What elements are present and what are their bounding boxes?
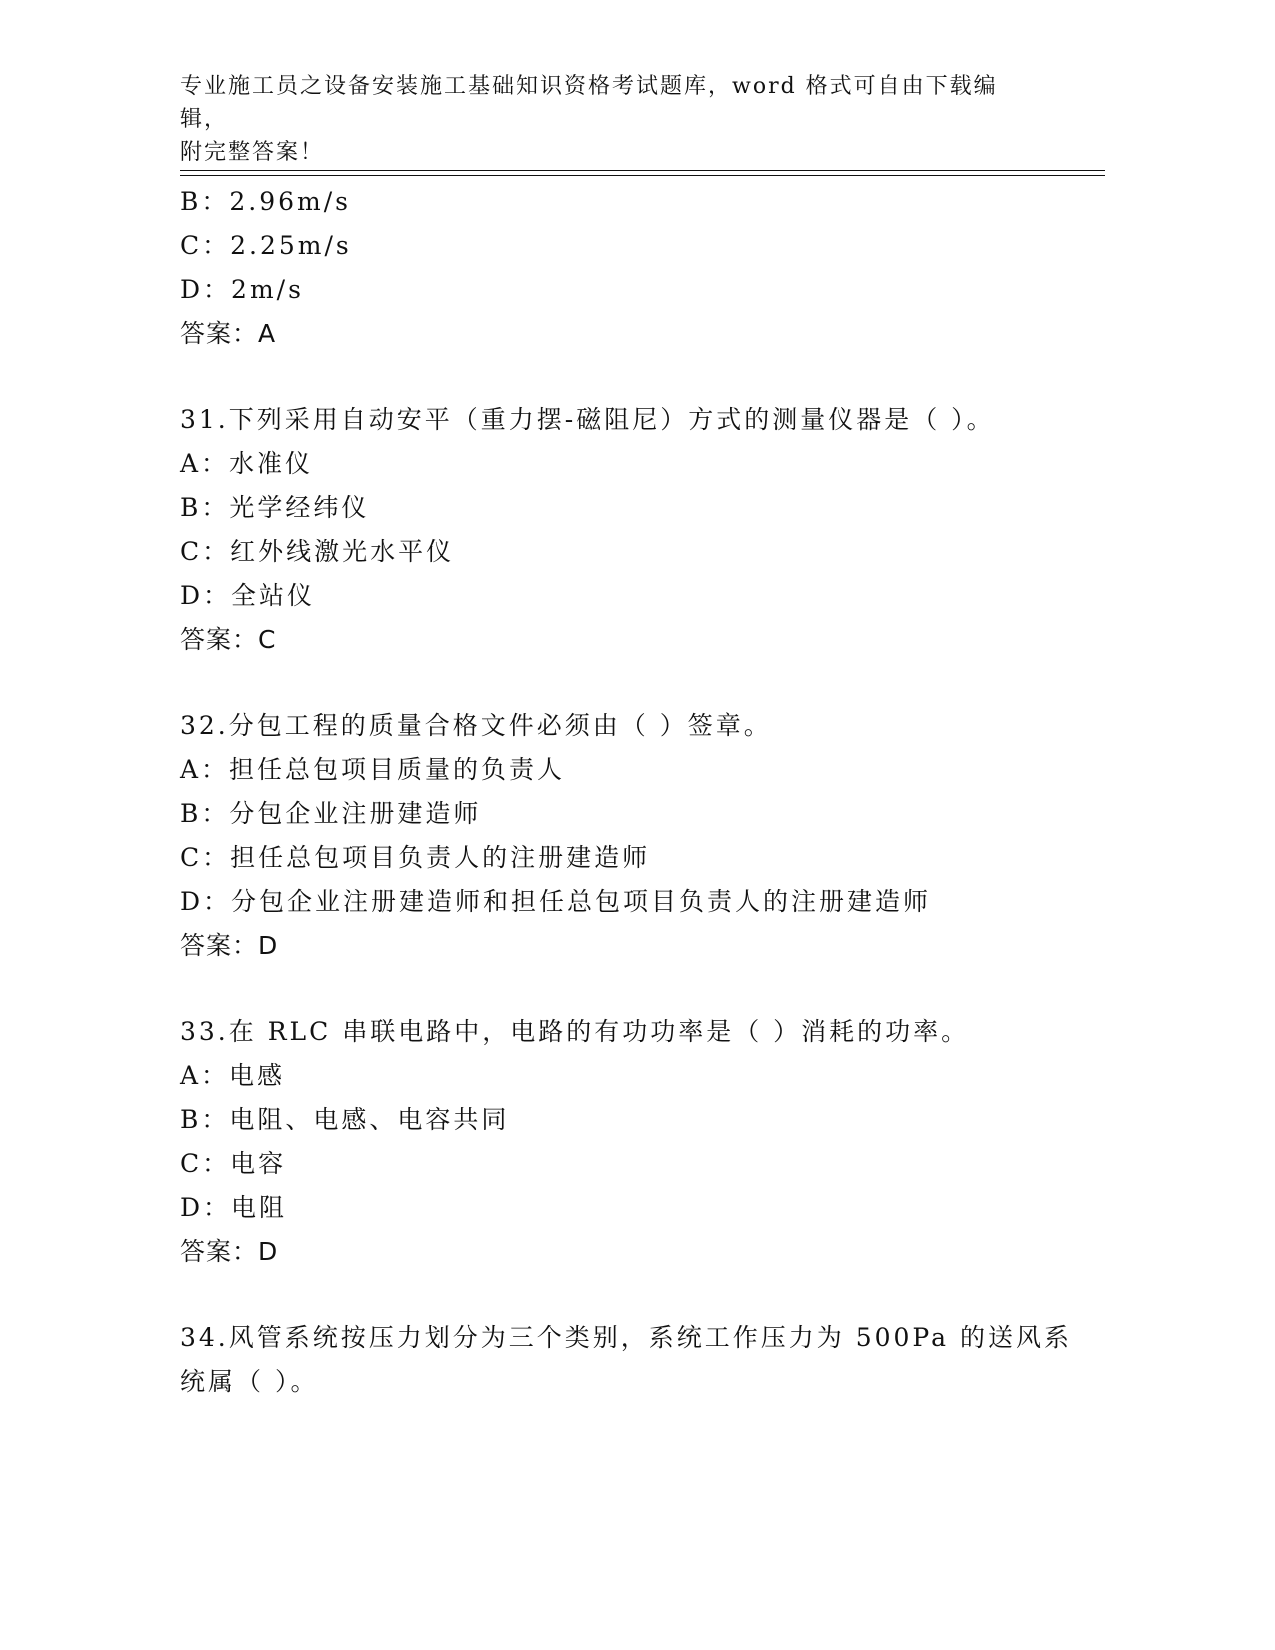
answer-line: 答案：D bbox=[180, 931, 279, 960]
question-34 bbox=[180, 1316, 1080, 1404]
answer-line: 答案：A bbox=[180, 319, 277, 348]
header-line-2: 附完整答案！ bbox=[180, 140, 325, 165]
answer-line: 答案：C bbox=[180, 625, 277, 654]
option-d: D：全站仪 bbox=[180, 581, 316, 610]
option-c: C：电容 bbox=[180, 1149, 287, 1178]
question-33 bbox=[180, 1010, 1080, 1274]
option-a: A：担任总包项目质量的负责人 bbox=[180, 755, 566, 784]
option-c: C：红外线激光水平仪 bbox=[180, 537, 455, 566]
header-line-1: 专业施工员之设备安装施工基础知识资格考试题库，word 格式可自由下载编辑， bbox=[180, 74, 998, 132]
question-31 bbox=[180, 398, 1080, 662]
option-c: C：2.25m/s bbox=[180, 231, 352, 260]
option-b: B：2.96m/s bbox=[180, 187, 351, 216]
question-stem: 31.下列采用自动安平（重力摆-磁阻尼）方式的测量仪器是（ ）。 bbox=[180, 405, 995, 434]
answer-line: 答案：D bbox=[180, 1237, 279, 1266]
option-c: C：担任总包项目负责人的注册建造师 bbox=[180, 843, 651, 872]
header-divider-bottom bbox=[180, 175, 1105, 176]
option-d: D：2m/s bbox=[180, 275, 304, 304]
question-stem-line-2: 统属（ ）。 bbox=[180, 1367, 319, 1396]
question-30-continued bbox=[180, 180, 1080, 356]
option-b: B：电阻、电感、电容共同 bbox=[180, 1105, 510, 1134]
question-stem: 32.分包工程的质量合格文件必须由（ ）签章。 bbox=[180, 711, 772, 740]
option-d: D：分包企业注册建造师和担任总包项目负责人的注册建造师 bbox=[180, 887, 932, 916]
header-divider-top bbox=[180, 170, 1105, 171]
option-a: A：水准仪 bbox=[180, 449, 314, 478]
option-a: A：电感 bbox=[180, 1061, 286, 1090]
option-d: D：电阻 bbox=[180, 1193, 288, 1222]
option-b: B：分包企业注册建造师 bbox=[180, 799, 482, 828]
document-header bbox=[180, 70, 1040, 169]
question-stem-line-1: 34.风管系统按压力划分为三个类别，系统工作压力为 500Pa 的送风系 bbox=[180, 1323, 1072, 1352]
option-b: B：光学经纬仪 bbox=[180, 493, 370, 522]
question-list bbox=[180, 180, 1080, 1404]
question-stem: 33.在 RLC 串联电路中，电路的有功功率是（ ）消耗的功率。 bbox=[180, 1017, 970, 1046]
question-32 bbox=[180, 704, 1080, 968]
